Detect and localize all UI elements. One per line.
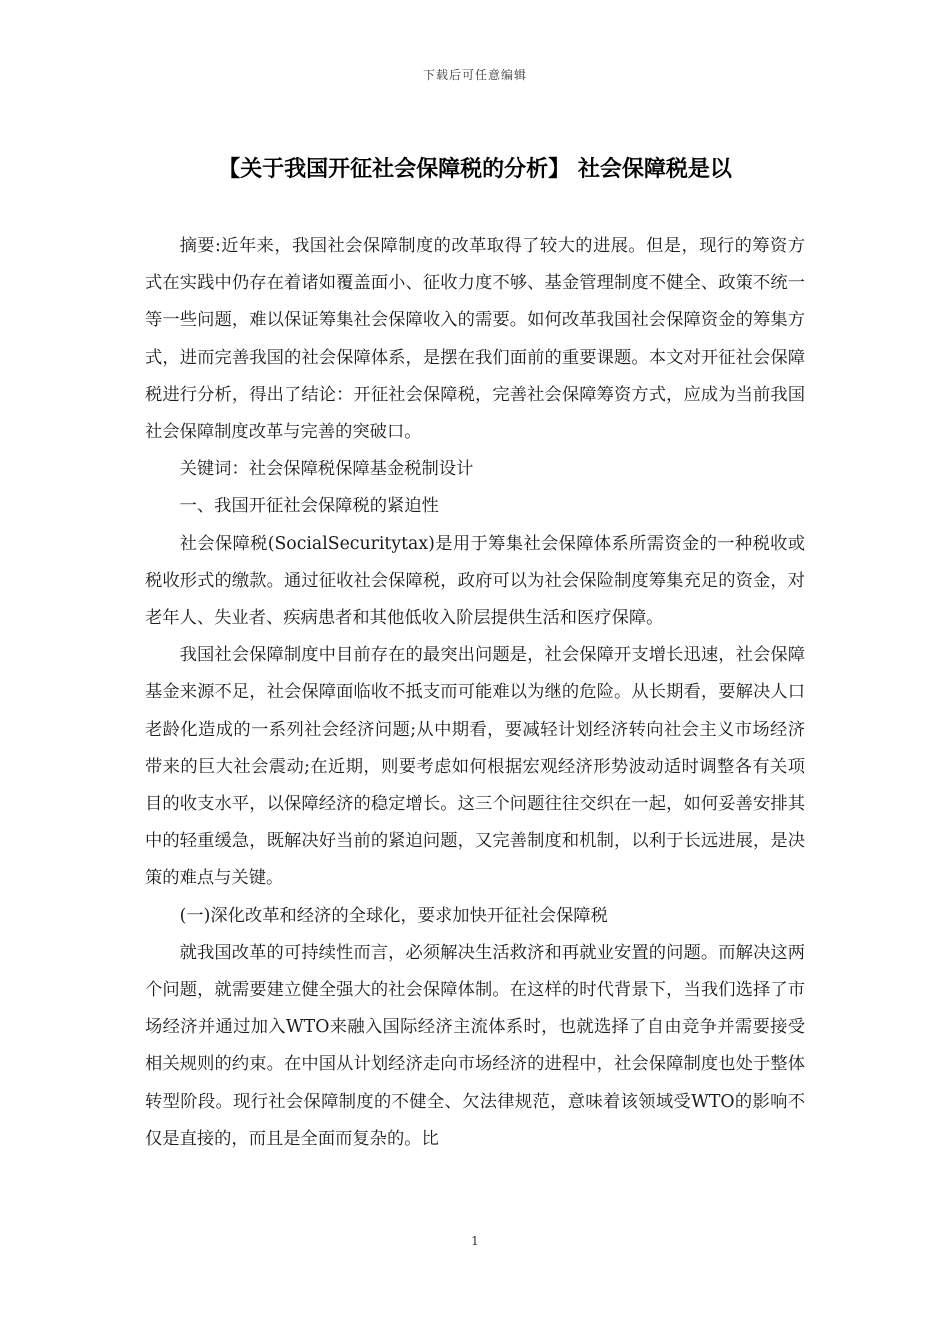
body-paragraph: 我国社会保障制度中目前存在的最突出问题是，社会保障开支增长迅速，社会保障基金来源不足，社会保障面临收不抵支而可能难以为继的危险。从长期看，要解决人口老龄化造成的一系列社会经济问题;从中期看，要减轻计划经济转向社会主义市场经济带来的巨大社会震动;在近期，则要考虑如何根据宏观经济形势波动适时调整各有关项目的收支水平，以保障经济的稳定增长。这三个问题往往交织在一起，如何妥善安排其中的轻重缓急，既解决好当前的紧迫问题，又完善制度和机制，以利于长远进展，是决策的难点与关键。 <box>145 645 805 889</box>
body-paragraph: 社会保障税(SocialSecuritytax)是用于筹集社会保障体系所需资金的一种税收或税收形式的缴款。通过征收社会保障税，政府可以为社会保险制度筹集充足的资金，对老年人、失业者、疾病患者和其他低收入阶层提供生活和医疗保障。 <box>145 533 805 629</box>
abstract-paragraph: 摘要:近年来，我国社会保障制度的改革取得了较大的进展。但是，现行的筹资方式在实践中仍存在着诸如覆盖面小、征收力度不够、基金管理制度不健全、政策不统一等一些问题，难以保证筹集社会保障收入的需要。如何改革我国社会保障资金的筹集方式，进而完善我国的社会保障体系，是摆在我们面前的重要课题。本文对开征社会保障税进行分析，得出了结论：开征社会保障税，完善社会保障筹资方式，应成为当前我国社会保障制度改革与完善的突破口。 <box>145 236 805 443</box>
header-note: 下载后可任意编辑 <box>422 68 527 82</box>
body-paragraph: 就我国改革的可持续性而言，必须解决生活救济和再就业安置的问题。而解决这两个问题，就需要建立健全强大的社会保障体制。在这样的时代背景下，当我们选择了市场经济并通过加入WTO来融入国际经济主流体系时，也就选择了自由竞争并需要接受相关规则的约束。在中国从计划经济走向市场经济的进程中，社会保障制度也处于整体转型阶段。现行社会保障制度的不健全、欠法律规范，意味着该领域受WTO的影响不仅是直接的，而且是全面而复杂的。比 <box>145 942 805 1149</box>
document-body <box>145 228 805 1158</box>
keywords-paragraph: 关键词：社会保障税保障基金税制设计 <box>179 459 474 480</box>
page-number: 1 <box>471 1234 479 1248</box>
section-heading-1: 一、我国开征社会保障税的紧迫性 <box>179 496 439 517</box>
document-title: 【关于我国开征社会保障税的分析】 社会保障税是以 <box>218 156 732 182</box>
subsection-heading-1: (一)深化改革和经济的全球化，要求加快开征社会保障税 <box>179 905 608 926</box>
